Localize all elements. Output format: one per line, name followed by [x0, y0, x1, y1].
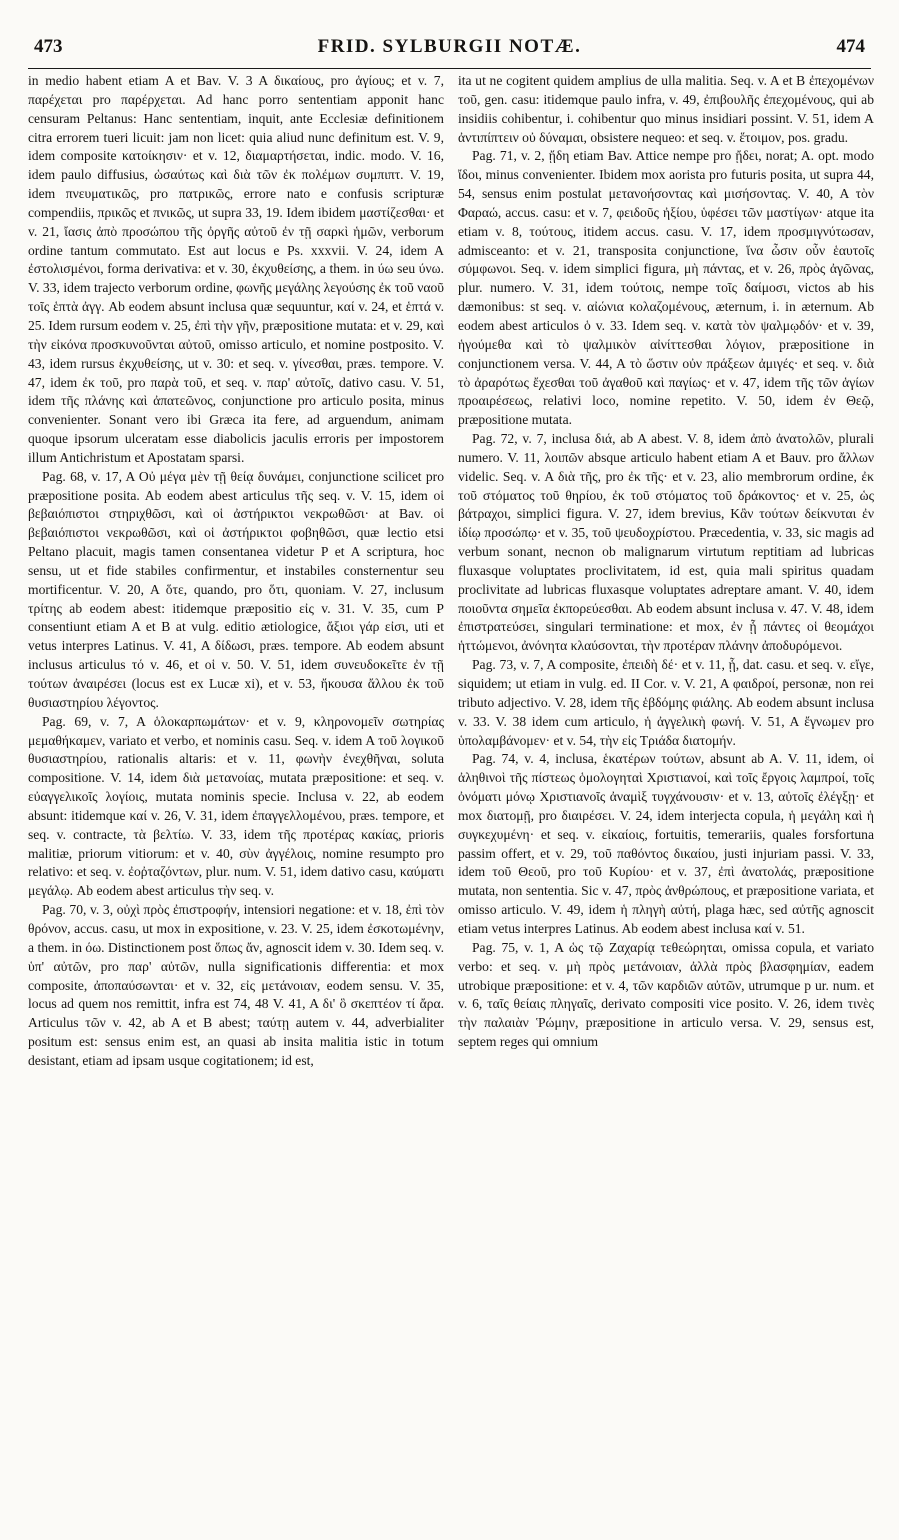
paragraph: Pag. 72, v. 7, inclusa διά, ab A abest. V. 8, idem ἀπὸ ἀνατολῶν, plurali numero. V. 11, λοιπῶν absque articulo habent etiam A et Bauv. pro ἄλλων videlic. Seq. v. A διὰ τῆς, pro ἐκ τῆς· et v. 23, alio membrorum ordine, ἐκ τοῦ στόματος τοῦ θηρίου, ἐκ τοῦ στόματος τοῦ δράκοντος· et v. 25, ὡς βάτραχοι, simplici figura. V. 27, idem brevius, Κἂν τούτων δείκνυται ἐν ἰδίῳ προσώπῳ· et v. 35, τοῦ ψευδοχρίστου. Præcedentia, v. 33, sic magis ad verbum sonant, necnon ob malignarum virtutum reptitiam ad lubricas fluxasque voluptates proclivitatem, id est, quia mali spiritus quadam proclivitate ad lubricas fluxasque voluptates adreptare amant. V. 40, idem ποιοῦντα σημεῖα ἐκπορεύεσθαι. Ab eodem absunt inclusa v. 47. V. 48, idem ἐπιστρατεύσει, singulari terminatione: et mox, ἐν ᾗ πάντες οἱ θεομάχοι ἡττώμενοι, ἀνόνητα κλαύσονται, τὴν προτέραν πλάνην ἀποδυρόμενοι. — [458, 431, 874, 654]
paragraph: Pag. 74, v. 4, inclusa, ἑκατέρων τούτων, absunt ab A. V. 11, idem, οἱ ἀληθινοὶ τῆς πίστεως ὁμολογηταὶ Χριστιανοί, καὶ τοῖς ἔργοις λαμπροί, τοῖς ὀνόματι μόνῳ Χριστιανοῖς ἀναμὶξ τυγχάνουσιν· et v. 13, αὐτοῖς ἐλέγξῃ· et mox διατομῇ, pro διαιρέσει. V. 24, idem interjecta copula, ἡ μεγάλη καὶ ἡ συγκεχυμένη· et seq. v. εἰκαίοις, fortuitis, temerariis, quales forsfortuna passim offert, et v. 29, τοῦ παθόντος δικαίου, justi injuriam passi. V. 33, idem τοῦ Θεοῦ, pro τοῦ Κυρίου· et v. 37, ἐπὶ ἀνατολάς, præpositione mutata, non sententia. Sic v. 47, πρὸς ἀνθρώπους, et præpositione variata, et omisso articulo. V. 49, idem ἡ πληγὴ αὐτή, plaga hæc, sed αὐτῆς agnoscit etiam vetus interpres Latinus. Ab eodem abest inclusa καί v. 51. — [458, 751, 874, 936]
page-number-right: 474 — [836, 36, 865, 57]
running-title: FRID. SYLBURGII NOTÆ. — [317, 36, 582, 57]
running-header — [28, 36, 871, 69]
paragraph: Pag. 71, v. 2, ᾔδη etiam Bav. Attice nempe pro ᾔδει, norat; A. opt. modo ἴδοι, minus convenienter. Ibidem mox aorista pro futuris posita, ut supra 44, 54, sensus enim postulat μετανοήσοντας καὶ μισήσοντας. V. 40, A τὸν Φαραώ, accus. casu: et v. 7, φειδοῦς ἠξίου, ὑφέσει τῶν μαστίγων· atque ita etiam v. 8, τούτους, itidem accus. casu. V. 17, idem προσμιγνύτωσαν, admisceanto: et v. 21, transposita conjunctione, ἵνα ὦσιν οὖν ἑαυτοῖς σύμφωνοι. Seq. v. idem simplici figura, μὴ πάντας, et v. 26, πρὸς ἀγῶνας, plur. numero. V. 31, idem τούτοις, nempe τοῖς δαίμοσι, victos ab his dæmonibus: st seq. v. αἰώνια κολαζομένους, æternum, i. in æternum. Ab eodem abest articulos ὁ v. 33. Idem seq. v. κατὰ τὸν ψαλμῳδόν· et v. 39, ἡγούμεθα καὶ τὸ ψαλμικὸν αἰνίττεσθαι λόγιον, præpositione in conjunctionem versa. V. 44, A τὸ ὥστιν οὐν πράξεων ἀμιγές· et seq. v. διὰ τὸ ἀραρότως ἔχεσθαι τοῦ ἀγαθοῦ καὶ παγίως· et v. 47, idem τῆς τῶν ἁγίων προαιρέσεως, relativi loco, nomine repetito. V. 50, idem ἐν Θεῷ, præpositione mutata. — [458, 148, 874, 428]
paragraph: Pag. 73, v. 7, A composite, ἐπειδὴ δέ· et v. 11, ᾗ, dat. casu. et seq. v. εἴγε, siquidem; ut etiam in vulg. ed. II Cor. v. V. 21, A φαιδροί, personæ, non rei tributo adjectivo. V. 28, idem τῆς ἑβδόμης φιάλης. Ab eodem absunt inclusa v. 33. V. 38 idem cum articulo, ἡ ἀγγελικὴ φωνή. V. 51, A ἔγνωμεν pro ὑπολαμβάνομεν· et v. 54, τὴν εἰς Τριάδα διατομήν. — [458, 657, 874, 748]
page-number-left: 473 — [34, 36, 63, 57]
paragraph: ita ut ne cogitent quidem amplius de ulla malitia. Seq. v. A et B ἐπεχομένων τοῦ, gen. casu: itidemque paulo infra, v. 49, ἐπιβουλῆς ἐπεχομένους, qui ab insidiis cohibentur, i. cohibentur quo minus insidiari possint. V. 51, idem A ἀντιπίπτειν οὐ δύναμαι, obsistere nequeo: et seq. v. ἕτοιμον, pos. gradu. — [458, 73, 874, 145]
paragraph: Pag. 68, v. 17, A Οὐ μέγα μὲν τῇ θείᾳ δυνάμει, conjunctione scilicet pro præpositione posita. Ab eodem abest articulus τῆς seq. v. V. 15, idem οἱ βεβαιόπιστοι στηριχθῶσι, καὶ οἱ ἀστήρικτοι νεκρωθῶσι· at Bav. οἱ βεβαιόπιστοι νεκρωθῶσι, καὶ οἱ ἀστήρικτοι φοβηθῶσι, quæ lectio etsi Peltano placuit, magis tamen consentanea videtur P et A scriptura, hoc sensu, ut et fide stabiles confirmentur, et instabiles consternentur seu mortificentur. V. 20, A ὅτε, quando, pro ὅτι, quoniam. V. 27, inclusum τρίτης ab eodem abest: itidemque præpositio εἰς v. 31. V. 35, cum P consentiunt etiam A et B at vulg. editio ætiologice, ἄξιοι γάρ εἰσι, uti et vetus interpres Latinus. V. 41, A δίδωσι, præs. tempore. Ab eodem absunt inclusus articulus τό v. 46, et οἱ v. 50. V. 51, idem συνευδοκεῖτε ἐν τῇ τούτων ἀναιρέσει (locus est ex Lucæ xi), et v. 53, ἤκουσα ἄλλου ἐκ τοῦ θυσιαστηρίου λέγοντος. — [28, 468, 444, 710]
paragraph: in medio habent etiam A et Bav. V. 3 A δικαίους, pro ἁγίους; et v. 7, παρέχεται pro παρέρχεται. Ad hanc porro sententiam apponit hanc censuram Peltanus: Hanc sententiam, inquit, ante Ecclesiæ definitionem citra errorem tueri licuit: jam non licet: quia aliud nunc definitum est. V. 9, idem composite κατοίκησιν· et v. 12, διαμαρτήσεται, indic. modo. V. 16, idem paulo diffusius, ὡσαύτως καὶ διὰ τῶν ἐκ πολέμων συμπιπτ. V. 19, idem πνευματικῶς, pro πατρικῶς, errore nato e confusis scripturæ compendiis, πρικῶς et πνικῶς, ut supra 33, 19. Idem ibidem μαστίζεσθαι· et v. 21, ἴασις ἀπὸ προσώπου τῆς ὀργῆς αὐτοῦ ἐν τῇ σαρκὶ ἡμῶν, verborum ordine tantum commutato. Est aut locus e Ps. xxxvii. V. 24, idem A ἐστολισμένοι, forma derivativa: et v. 30, ἐκχυθείσης, a them. in ύω seu ύνω. V. 33, idem trajecto verborum ordine, φωνῆς μεγάλης λεγούσης ἐκ τοῦ ναοῦ τοῖς ἑπτὰ ἀγγ. Ab eodem absunt inclusa quæ sequuntur, καί v. 24, et ἑπτά v. 25. Idem rursum eodem v. 25, ἐπὶ τὴν γῆν, præpositione mutata: et v. 29, καὶ τὴν εἰκόνα προσκυνοῦνται αὐτοῦ, omisso articulo, et nomine postposito. V. 43, idem rursus ἐκχυθείσης, ut v. 30: et seq. v. γίνεσθαι, præs. tempore. V. 47, idem ἐκ τοῦ, pro παρὰ τοῦ, et seq. v. παρ' αὐτοῖς, dativo casu. V. 51, idem τῆς πλάνης καὶ ἀπατεῶνος, conjunctione pro articulo posita, minus convenienter. Sonant vero ibi Græca ita fere, ad arguendum, animam quoque ipsorum ulceratam esse diabolicis jaculis erroris per impostorem illum Antichristum et Apostatam sparsi. — [28, 73, 444, 465]
paragraph: Pag. 75, v. 1, A ὡς τῷ Ζαχαρίᾳ τεθεώρηται, omissa copula, et variato verbo: et seq. v. μὴ πρὸς μετάνοιαν, ἀλλὰ πρὸς βλασφημίαν, eadem utrobique præpositione: et v. 4, τῶν καρδιῶν αὐτῶν, utrumque p ur. num. et v. 6, ταῖς θείαις πληγαῖς, derivato compositi vice posito. V. 26, idem τινὲς τὴν παλαιὰν Ῥώμην, præpositione in articulo versa. V. 29, sensus est, septem reges qui omnium — [458, 939, 874, 1050]
paragraph: Pag. 70, v. 3, οὐχὶ πρὸς ἐπιστροφήν, intensiori negatione: et v. 18, ἐπὶ τὸν θρόνον, accus. casu, ut mox in expositione, v. 23. V. 25, idem ἐσκοτωμένην, a them. in όω. Distinctionem post ὅπως ἄν, agnoscit idem v. 30. Idem seq. v. ὑπ' αὐτῶν, pro παρ' αὐτῶν, nulla significationis differentia: et mox composite, ἀποπαύσωνται· et v. 32, εἰς μετάνοιαν, eodem sensu. V. 35, locus ad quem nos remittit, infra est 74, 48 V. 41, A δι' ὃ σκεπτέον τί ἄρα. Articulus τῶν v. 42, ab A et B abest; ταύτῃ autem v. 44, adverbialiter positum est: sensus enim est, an quasi ab insita malitia istic in totum desistant, etiam ad ipsam usque cogitationem; id est, — [28, 902, 444, 1068]
paragraph: Pag. 69, v. 7, A ὁλοκαρπωμάτων· et v. 9, κληρονομεῖν σωτηρίας μεμαθήκαμεν, variato et verbo, et nominis casu. Seq. v. idem A τοῦ λογικοῦ θυσιαστηρίου, rationalis altaris: et v. 11, φωνὴν ἐνεχθῆναι, soluta compositione. V. 14, idem διὰ μετανοίας, mutata præpositione: et seq. v. εὐαγγελικοῖς λογίοις, mutata nominis specie. Inclusa v. 22, ab eodem absunt: itidemque καί v. 26, V. 31, idem ἐπαγγελλομένου, præs. tempore, et seq. v. contracte, τὰ βελτίω. V. 33, idem τῆς προτέρας κακίας, prioris malitiæ, priorum vitiorum: et v. 40, σὺν ἀγγέλοις, nomine resumpto pro relativo: et seq. v. ἐοῤταζόντων, plur. num. V. 51, idem dativo casu, καύματι μεγάλῳ. Ab eodem abest articulus τὴν seq. v. — [28, 713, 444, 899]
left-column — [28, 72, 444, 1524]
right-column — [458, 72, 874, 1524]
